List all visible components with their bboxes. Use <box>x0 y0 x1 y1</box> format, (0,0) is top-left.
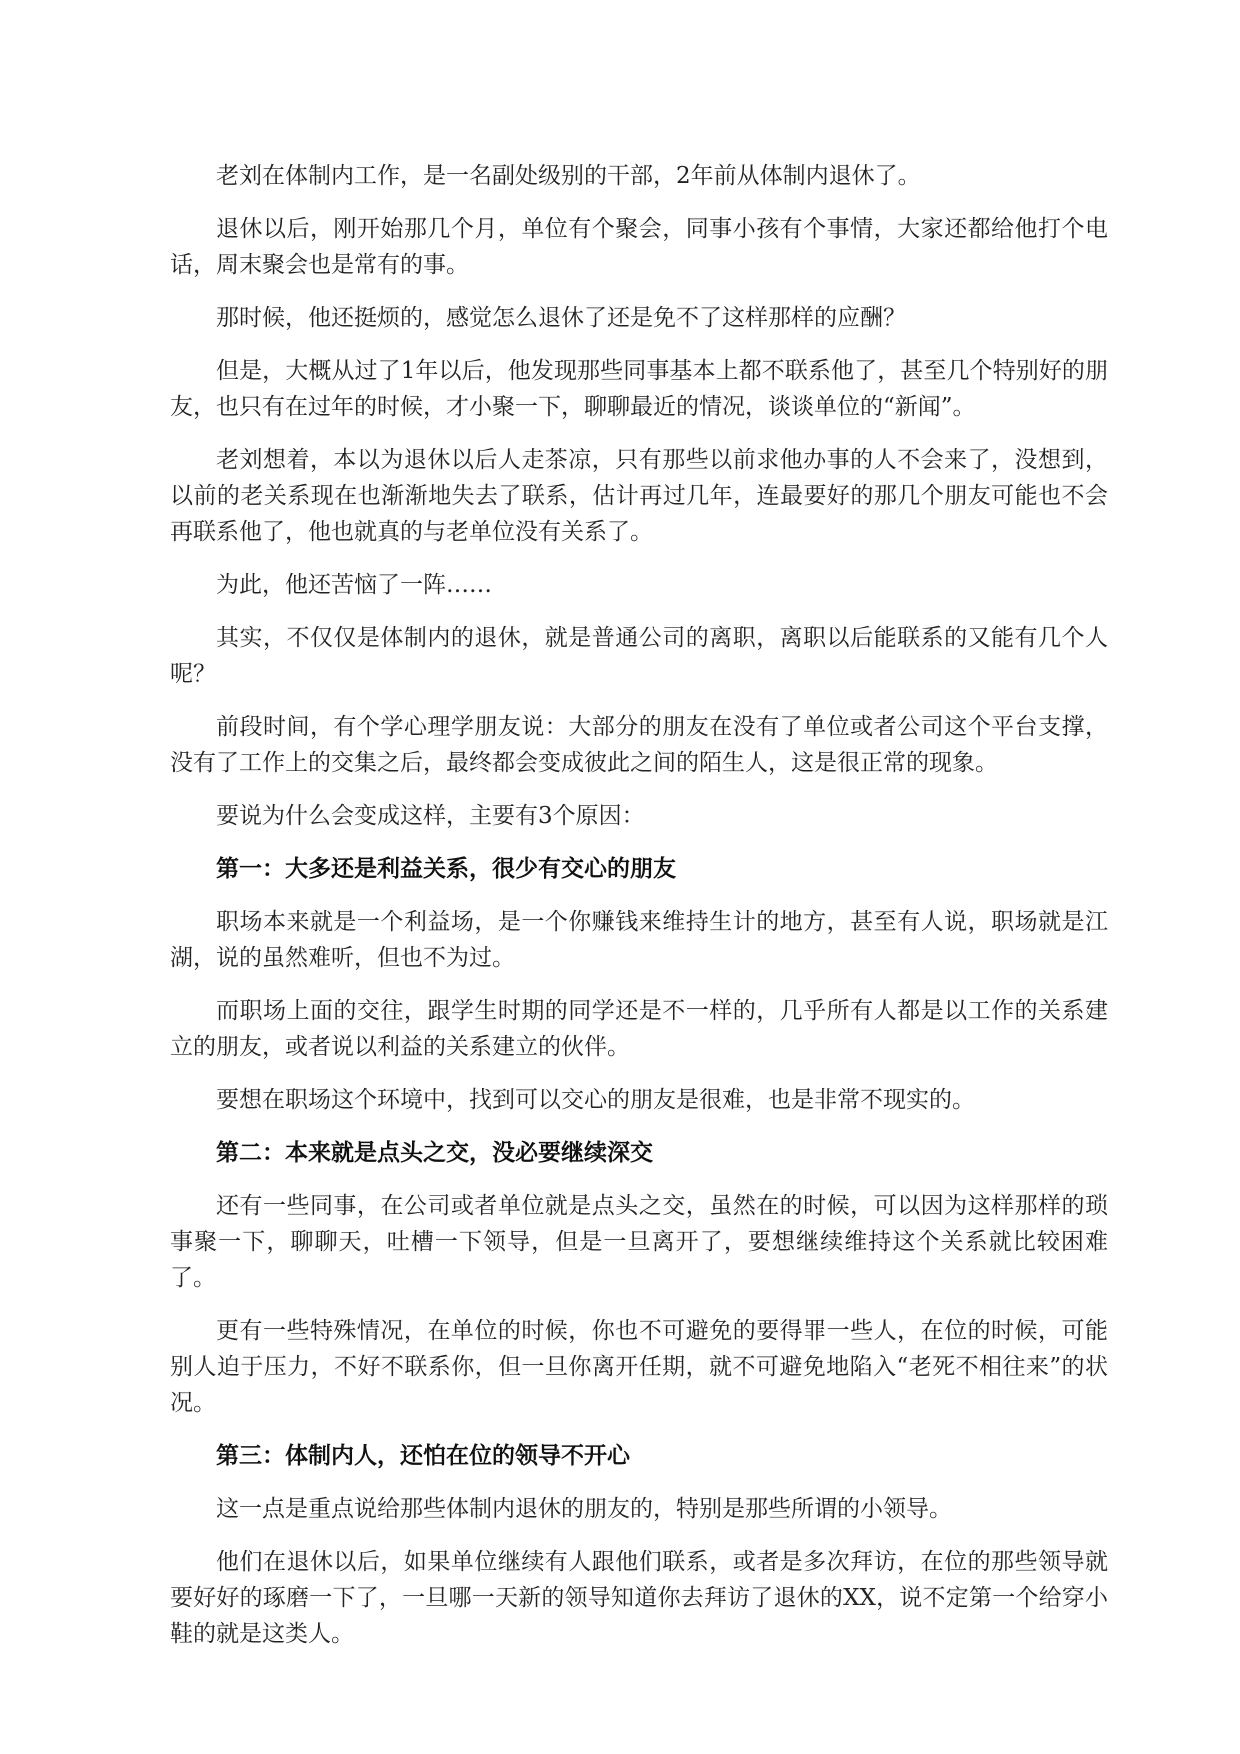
paragraph: 职场本来就是一个利益场，是一个你赚钱来维持生计的地方，甚至有人说，职场就是江湖，说的虽然难听，但也不为过。 <box>170 909 1108 971</box>
paragraph: 要说为什么会变成这样，主要有3个原因： <box>216 803 645 829</box>
paragraph: 这一点是重点说给那些体制内退休的朋友的，特别是那些所谓的小领导。 <box>216 1496 952 1522</box>
paragraph: 老刘在体制内工作，是一名副处级别的干部，2年前从体制内退休了。 <box>216 163 921 189</box>
section-heading: 第二：本来就是点头之交，没必要继续深交 <box>216 1139 653 1166</box>
section-heading: 第一：大多还是利益关系，很少有交心的朋友 <box>216 855 676 882</box>
paragraph: 还有一些同事，在公司或者单位就是点头之交，虽然在的时候，可以因为这样那样的琐事聚一下，聊聊天，吐槽一下领导，但是一旦离开了，要想继续维持这个关系就比较困难了。 <box>170 1193 1108 1291</box>
paragraph: 他们在退休以后，如果单位继续有人跟他们联系，或者是多次拜访，在位的那些领导就要好好的琢磨一下了，一旦哪一天新的领导知道你去拜访了退休的XX，说不定第一个给穿小鞋的就是这类人。 <box>170 1549 1108 1647</box>
section-heading: 第三：体制内人，还怕在位的领导不开心 <box>216 1442 630 1469</box>
paragraph: 而职场上面的交往，跟学生时期的同学还是不一样的，几乎所有人都是以工作的关系建立的朋友，或者说以利益的关系建立的伙伴。 <box>170 998 1108 1060</box>
paragraph: 那时候，他还挺烦的，感觉怎么退休了还是免不了这样那样的应酬？ <box>216 305 906 331</box>
paragraph: 要想在职场这个环境中，找到可以交心的朋友是很难，也是非常不现实的。 <box>216 1087 975 1113</box>
paragraph: 其实，不仅仅是体制内的退休，就是普通公司的离职，离职以后能联系的又能有几个人呢？ <box>170 625 1108 687</box>
paragraph: 为此，他还苦恼了一阵…… <box>216 572 492 598</box>
paragraph: 更有一些特殊情况，在单位的时候，你也不可避免的要得罪一些人，在位的时候，可能别人迫于压力，不好不联系你，但一旦你离开任期，就不可避免地陷入“老死不相往来”的状况。 <box>170 1318 1108 1416</box>
paragraph: 前段时间，有个学心理学朋友说：大部分的朋友在没有了单位或者公司这个平台支撑，没有了工作上的交集之后，最终都会变成彼此之间的陌生人，这是很正常的现象。 <box>170 714 1108 776</box>
paragraph: 老刘想着，本以为退休以后人走茶凉，只有那些以前求他办事的人不会来了，没想到，以前的老关系现在也渐渐地失去了联系，估计再过几年，连最要好的那几个朋友可能也不会再联系他了，他也就真的与老单位没有关系了。 <box>170 447 1108 545</box>
paragraph: 退休以后，刚开始那几个月，单位有个聚会，同事小孩有个事情，大家还都给他打个电话，周末聚会也是常有的事。 <box>170 216 1108 278</box>
paragraph: 但是，大概从过了1年以后，他发现那些同事基本上都不联系他了，甚至几个特别好的朋友，也只有在过年的时候，才小聚一下，聊聊最近的情况，谈谈单位的“新闻”。 <box>170 358 1108 420</box>
document-page <box>170 158 1108 1669</box>
